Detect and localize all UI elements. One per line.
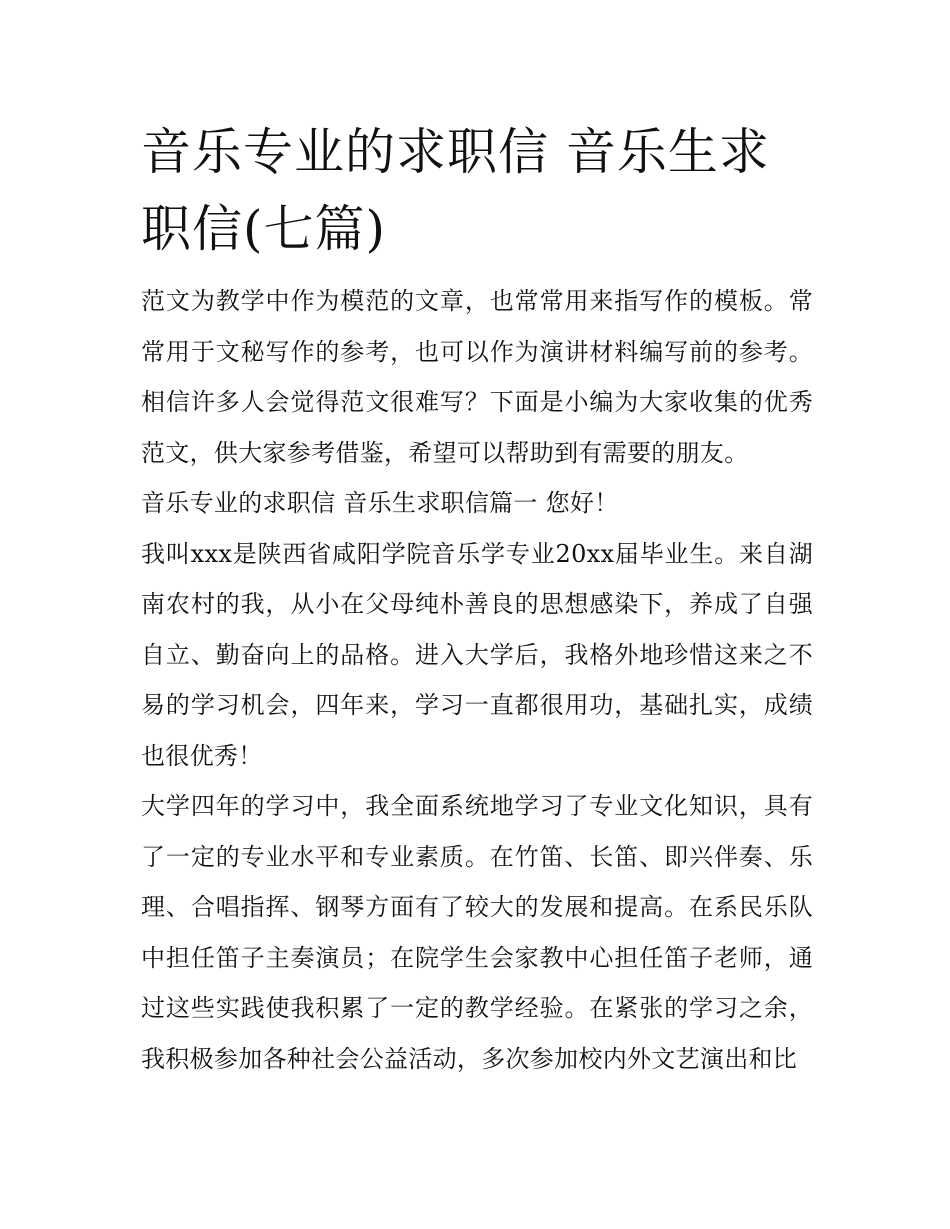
self-introduction-paragraph: 我叫xxx是陕西省咸阳学院音乐学专业20xx届毕业生。来自湖南农村的我，从小在父母纯朴善良的思想感染下，养成了自强自立、勤奋向上的品格。进入大学后，我格外地珍惜这来之不易的学习机会，四年来，学习一直都很用功，基础扎实，成绩也很优秀！ — [141, 539, 813, 770]
section-heading-line: 音乐专业的求职信 音乐生求职信篇一 您好！ — [141, 489, 619, 517]
document-body — [141, 276, 813, 1084]
study-experience-paragraph: 大学四年的学习中，我全面系统地学习了专业文化知识，具有了一定的专业水平和专业素质。在竹笛、长笛、即兴伴奏、乐理、合唱指挥、钢琴方面有了较大的发展和提高。在系民乐队中担任笛子主奏演员；在院学生会家教中心担任笛子老师，通过这些实践使我积累了一定的教学经验。在紧张的学习之余，我积极参加各种社会公益活动，多次参加校内外文艺演出和比 — [141, 792, 813, 1073]
document-title: 音乐专业的求职信 音乐生求职信(七篇) — [141, 123, 770, 258]
intro-paragraph: 范文为教学中作为模范的文章，也常常用来指写作的模板。常常用于文秘写作的参考，也可以作为演讲材料编写前的参考。相信许多人会觉得范文很难写？下面是小编为大家收集的优秀范文，供大家参考借鉴，希望可以帮助到有需要的朋友。 — [141, 287, 813, 467]
